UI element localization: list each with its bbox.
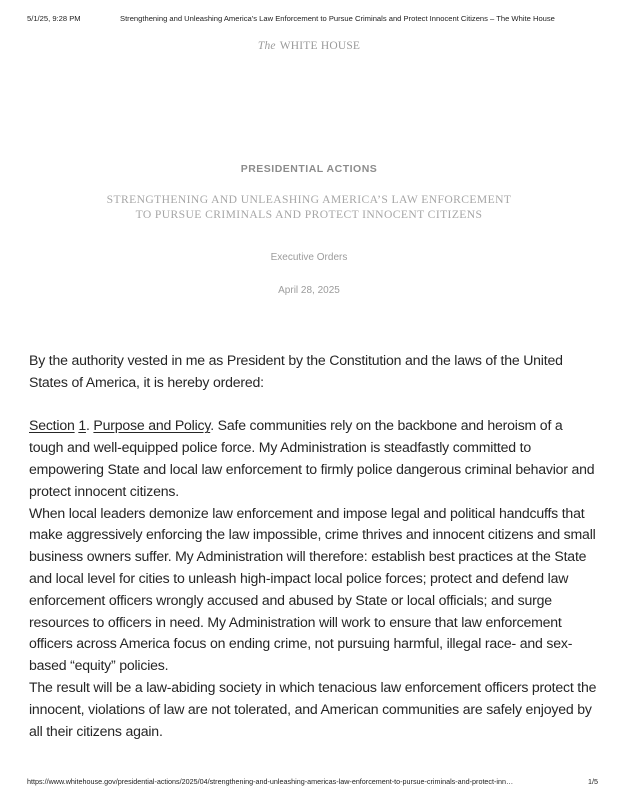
section-number: 1	[78, 417, 86, 434]
page-title	[0, 192, 618, 222]
print-header	[27, 14, 598, 23]
paragraph-3: The result will be a law-abiding society in which tenacious law enforcement officers protect the innocent, violations of law are not tolerated, and American communities are safely enjoyed by all their citizens again.	[29, 678, 597, 739]
publish-date: April 28, 2025	[278, 285, 340, 296]
section-1-paragraph	[29, 415, 599, 502]
title-line-1: STRENGTHENING AND UNLEASHING AMERICA’S LAW ENFORCEMENT	[106, 193, 512, 206]
print-footer	[27, 777, 598, 786]
print-url: https://www.whitehouse.gov/presidential-actions/2025/04/strengthening-and-unleashing-americas-law-enforcement-to-pursue-criminals-and-protect-inn…	[27, 777, 514, 786]
page-number: 1/5	[588, 777, 598, 786]
section-heading: Purpose and Policy	[93, 417, 211, 434]
section-label: Section	[29, 417, 75, 434]
section-kicker[interactable]: PRESIDENTIAL ACTIONS	[240, 163, 378, 175]
brand-the: The	[257, 40, 276, 52]
brand-name: WHITE HOUSE	[279, 40, 361, 52]
paragraph-2: When local leaders demonize law enforcement and impose legal and political handcuffs that make aggressively enforcing the law impossible, crime thrives and innocent citizens and small business owners suffer. My Administration will therefore: establish best practices at the State and local level for cities to unleash high-impact local police forces; protect and defend law enforcement officers wrongly accused and abused by State or local officials; and surge resources to officers in need. My Administration will work to ensure that law enforcement officers across America focus on ending crime, not pursuing harmful, illegal race- and sex-based “equity” policies.	[29, 504, 596, 674]
white-house-logo[interactable]	[0, 40, 618, 52]
article-body	[29, 350, 599, 742]
print-page-title: Strengthening and Unleashing America’s Law Enforcement to Pursue Criminals and Protect Innocent Citizens – The White House	[120, 14, 555, 23]
title-line-2: TO PURSUE CRIMINALS AND PROTECT INNOCENT CITIZENS	[135, 208, 483, 221]
print-timestamp: 5/1/25, 9:28 PM	[27, 14, 81, 23]
intro-paragraph: By the authority vested in me as President by the Constitution and the laws of the United States of America, it is hereby ordered:	[29, 352, 563, 390]
section-sep: .	[85, 417, 94, 434]
section-1-text: . Safe communities rely on the backbone and heroism of a tough and well-equipped police force. My Administration is steadfastly committed to empowering State and local law enforcement to firmly police dangerous criminal behavior and protect innocent citizens.	[29, 417, 595, 499]
category-link[interactable]: Executive Orders	[270, 252, 348, 263]
